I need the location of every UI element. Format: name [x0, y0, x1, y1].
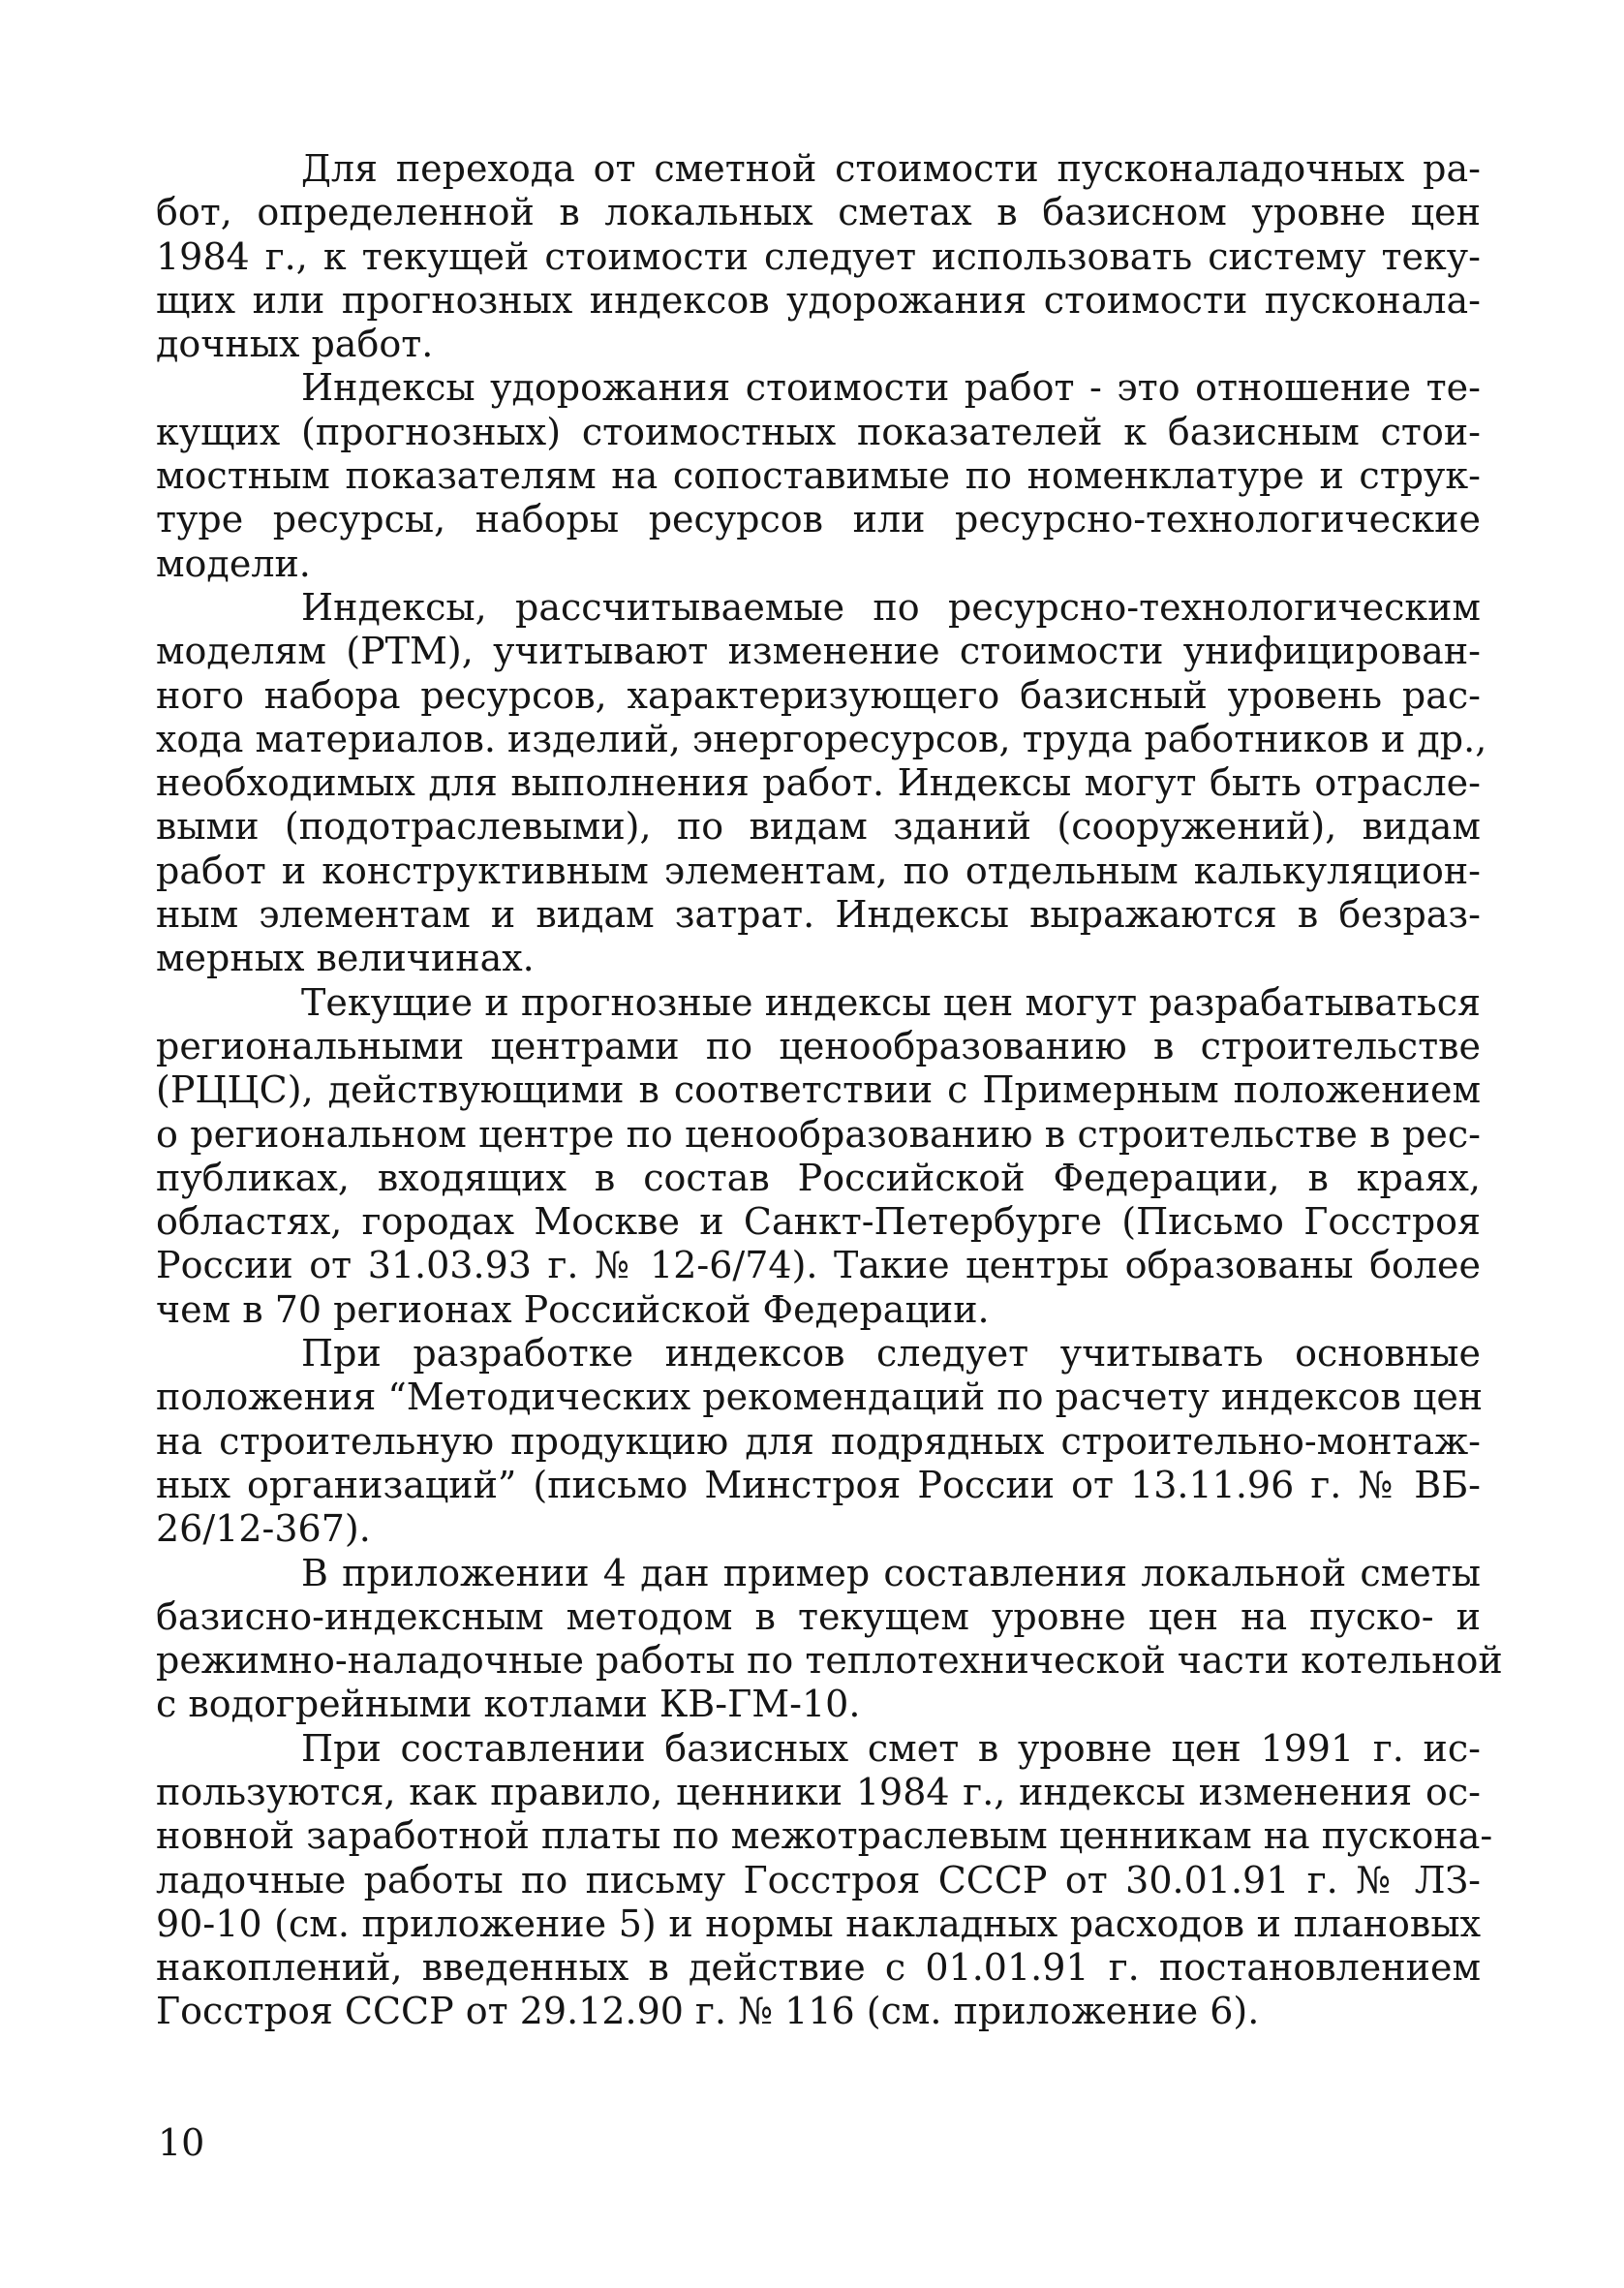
paragraph-7-line-4: ладочные работы по письму Госстроя СССР от 30.01.91 г. № ЛЗ-: [156, 1858, 1481, 1902]
paragraph-4-line-2: региональными центрами по ценообразованию в строительстве: [156, 1024, 1481, 1067]
paragraph-4-line-8: чем в 70 регионах Российской Федерации.: [156, 1287, 990, 1331]
paragraph-3-line-9: мерных величинах.: [156, 937, 535, 980]
paragraph-3-line-8: ным элементам и видам затрат. Индексы выражаются в безраз-: [156, 893, 1481, 937]
page-number: 10: [158, 2121, 205, 2164]
paragraph-3-line-5: необходимых для выполнения работ. Индексы могут быть отрасле-: [156, 761, 1481, 805]
paragraph-3-line-3: ного набора ресурсов, характеризующего базисный уровень рас-: [156, 673, 1481, 717]
paragraph-4-line-1: Текущие и прогнозные индексы цен могут разрабатываться: [301, 980, 1481, 1024]
paragraph-1-line-1: Для перехода от сметной стоимости пусконаладочных ра-: [301, 147, 1481, 190]
paragraph-7-line-2: пользуются, как правило, ценники 1984 г., индексы изменения ос-: [156, 1770, 1481, 1813]
paragraph-6-line-2: базисно-индексным методом в текущем уровне цен на пуско- и: [156, 1594, 1481, 1638]
paragraph-4-line-7: России от 31.03.93 г. № 12-6/74). Такие центры образованы более: [156, 1244, 1481, 1287]
paragraph-3: [156, 585, 1487, 981]
paragraph-1-line-4: щих или прогнозных индексов удорожания стоимости пусконала-: [156, 278, 1481, 322]
paragraph-2-line-4: туре ресурсы, наборы ресурсов или ресурсно-технологические: [156, 498, 1481, 541]
paragraph-3-line-7: работ и конструктивным элементам, по отдельным калькуляцион-: [156, 849, 1481, 892]
paragraph-5: [156, 1332, 1484, 1551]
paragraph-1-line-5: дочных работ.: [156, 323, 434, 366]
paragraph-7-line-5: 90-10 (см. приложение 5) и нормы накладных расходов и плановых: [156, 1902, 1481, 1945]
paragraph-7-line-6: накоплений, введенных в действие с 01.01.91 г. постановлением: [156, 1946, 1481, 1990]
paragraph-2-line-5: модели.: [156, 541, 311, 585]
paragraph-1-line-3: 1984 г., к текущей стоимости следует использовать систему теку-: [156, 234, 1481, 278]
paragraph-7-line-1: При составлении базисных смет в уровне цен 1991 г. ис-: [301, 1726, 1481, 1770]
paragraph-4-line-6: областях, городах Москве и Санкт-Петербурге (Письмо Госстроя: [156, 1200, 1481, 1244]
paragraph-3-line-1: Индексы, рассчитываемые по ресурсно-технологическим: [301, 585, 1481, 629]
paragraph-2-line-1: Индексы удорожания стоимости работ - это отношение те-: [301, 366, 1481, 410]
paragraph-2-line-3: мостным показателям на сопоставимые по номенклатуре и струк-: [156, 454, 1481, 498]
paragraph-1-line-2: бот, определенной в локальных сметах в базисном уровне цен: [156, 191, 1481, 234]
paragraph-7: [156, 1726, 1493, 2034]
paragraph-4-line-5: публиках, входящих в состав Российской Федерации, в краях,: [156, 1156, 1481, 1199]
paragraph-6-line-4: с водогрейными котлами КВ-ГМ-10.: [156, 1683, 861, 1726]
paragraph-6-line-3: режимно-наладочные работы по теплотехнической части котельной: [156, 1639, 1503, 1683]
paragraph-4: [156, 981, 1481, 1332]
paragraph-5-line-1: При разработке индексов следует учитывать основные: [301, 1332, 1481, 1376]
paragraph-5-line-5: 26/12-367).: [156, 1507, 371, 1551]
paragraph-5-line-3: на строительную продукцию для подрядных строительно-монтаж-: [156, 1419, 1481, 1463]
paragraph-5-line-4: ных организаций” (письмо Минстроя России от 13.11.96 г. № ВБ-: [156, 1463, 1481, 1506]
paragraph-7-line-7: Госстроя СССР от 29.12.90 г. № 116 (см. приложение 6).: [156, 1990, 1260, 2033]
paragraph-6-line-1: В приложении 4 дан пример составления локальной сметы: [301, 1551, 1481, 1594]
main-text-block: [156, 147, 1503, 2034]
paragraph-3-line-6: выми (подотраслевыми), по видам зданий (сооружений), видам: [156, 805, 1481, 849]
paragraph-3-line-4: хода материалов. изделий, энергоресурсов, труда работников и др.,: [156, 717, 1487, 760]
paragraph-5-line-2: положения “Методических рекомендаций по расчету индексов цен: [156, 1376, 1484, 1419]
paragraph-4-line-3: (РЦЦС), действующими в соответствии с Примерным положением: [156, 1068, 1481, 1112]
paragraph-3-line-2: моделям (РТМ), учитывают изменение стоимости унифицирован-: [156, 630, 1481, 673]
paragraph-7-line-3: новной заработной платы по межотраслевым ценникам на пускона-: [156, 1814, 1493, 1858]
paragraph-6: [156, 1551, 1503, 1727]
paragraph-4-line-4: о региональном центре по ценообразованию в строительстве в рес-: [156, 1112, 1481, 1156]
paragraph-2: [156, 366, 1481, 585]
paragraph-1: [156, 147, 1481, 366]
paragraph-2-line-2: кущих (прогнозных) стоимостных показателей к базисным стои-: [156, 410, 1481, 453]
